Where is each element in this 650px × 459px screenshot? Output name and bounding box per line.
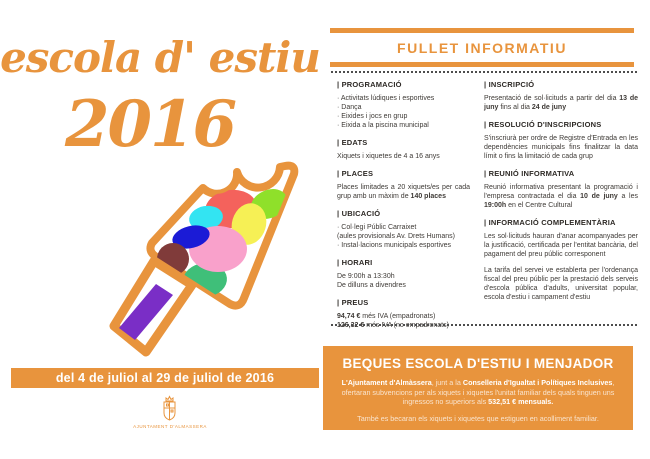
text-segment: · Eixides i jocs en grup [337, 113, 408, 120]
section-heading: | REUNIÓ INFORMATIVA [484, 169, 575, 178]
beques-paragraph-1 [332, 378, 624, 407]
beques-paragraph-2 [332, 414, 624, 424]
bold-text-segment: Conselleria d'Igualtat i Polítiques Inclusives [462, 378, 613, 387]
bold-text-segment: 94,74 € [337, 313, 361, 320]
section-heading: | INFORMACIÓ COMPLEMENTÀRIA [484, 218, 616, 227]
section-heading: | UBICACIÓ [337, 209, 381, 218]
section-heading: | INSCRIPCIÓ [484, 80, 535, 89]
text-segment: · Activitats lúdiques i esportives [337, 95, 435, 102]
text-line [337, 112, 470, 121]
text-segment: Xiquets i xiquetes de 4 a 16 anys [337, 153, 440, 160]
section-paragraph [337, 183, 470, 201]
section-lines [337, 272, 470, 290]
text-segment: · Instal·lacions municipals esportives [337, 242, 451, 249]
dotted-divider-top [331, 71, 637, 73]
text-segment: També es becaran els xiquets i xiquetes que estiguen en acolliment familiar. [357, 413, 599, 423]
bold-text-segment: 532,51 € mensuals. [488, 397, 554, 406]
text-segment: fins al dia [498, 104, 532, 111]
section-paragraph [484, 183, 638, 210]
poster-title: escola d' estiu [0, 33, 320, 82]
section-heading: | RESOLUCIÓ D'INSCRIPCIONS [484, 120, 602, 129]
text-segment: Places limitades a 20 xiquets/es per cada grup amb un màxim de [337, 184, 470, 200]
section-lines [337, 223, 470, 250]
text-segment: De 9:00h a 13:30h [337, 273, 395, 280]
bold-text-segment: 24 de juny [531, 104, 567, 111]
section-paragraph [484, 232, 638, 259]
poster-year: 2016 [64, 87, 236, 162]
text-segment: · Eixida a la piscina municipal [337, 122, 429, 129]
text-segment: a les [617, 193, 638, 200]
text-segment: més IVA (empadronats) [360, 313, 436, 320]
text-segment: en el Centre Cultural [506, 202, 573, 209]
bold-text-segment: 140 places [410, 193, 446, 200]
bold-text-segment: 10 de juny [580, 193, 618, 200]
section-paragraph [484, 266, 638, 302]
section-heading: | PROGRAMACIÓ [337, 80, 402, 89]
beques-box [323, 346, 633, 430]
leaflet-column-right [484, 80, 638, 309]
text-segment: · Col·legi Públic Carraixet [337, 224, 417, 231]
text-segment: De dilluns a divendres [337, 282, 406, 289]
bold-text-segment: 13 de juny [484, 95, 638, 111]
text-line [337, 312, 470, 321]
text-segment: S'inscriurà per ordre de Registre d'Entrada en les dependències municipals fins finalitzar la data límit o fins la limitació de cada grup [484, 135, 638, 160]
text-line [337, 121, 470, 130]
popsicle-icon [88, 158, 320, 370]
text-segment: , ofertaran subvencions per als xiquets i xiquetes l'unitat familiar dels quals tinguen uns ingressos no superiors als [341, 378, 615, 406]
crest-caption: AJUNTAMENT D'ALMASSERA [133, 424, 207, 429]
section-lines [337, 152, 470, 161]
bold-text-segment: L'Ajuntament d'Almàssera [341, 378, 432, 387]
section-heading: | PLACES [337, 169, 374, 178]
dotted-divider-bottom [331, 324, 637, 326]
text-line [337, 272, 470, 281]
text-line [337, 94, 470, 103]
text-segment: Reunió informativa presentant la programació i l'empresa contractada el dia [484, 184, 638, 200]
text-line [337, 281, 470, 290]
section-paragraph [484, 94, 638, 112]
bold-text-segment: 19:00h [484, 202, 507, 209]
text-line [337, 241, 470, 250]
text-segment: · Dança [337, 104, 362, 111]
leaflet-column-left [337, 80, 470, 330]
section-lines [337, 94, 470, 130]
header-rule-bottom [330, 62, 634, 67]
text-segment: Presentació de sol·licituds a partir del dia [484, 95, 620, 102]
header-rule-top [330, 28, 634, 33]
section-heading: | HORARI [337, 258, 373, 267]
text-line [337, 152, 470, 161]
text-segment: (aules provisionals Av. Drets Humans) [337, 233, 456, 240]
leaflet-header: FULLET INFORMATIU [397, 40, 567, 56]
section-lines [337, 312, 470, 330]
text-line [337, 103, 470, 112]
bold-text-segment: 126,32 € [337, 322, 365, 329]
section-heading: | EDATS [337, 138, 368, 147]
text-line [337, 223, 470, 232]
text-line [337, 232, 470, 241]
date-banner: del 4 de juliol al 29 de juliol de 2016 [11, 368, 319, 388]
text-segment: La tarifa del servei ve establerta per l'ordenança fiscal del preu públic per la prestació dels serveis d'escola pública d'adults, universitat popular, escola d'estiu i campament d'estiu [484, 267, 638, 301]
text-segment: Les sol·licituds hauran d'anar acompanyades per la justificació, certificada per l'entitat bancària, del pagament del preu públic corresponent [484, 233, 638, 258]
text-segment: més IVA (no empadronats) [364, 322, 449, 329]
ajuntament-crest-icon [157, 395, 182, 422]
section-paragraph [484, 134, 638, 161]
beques-title: BEQUES ESCOLA D'ESTIU I MENJADOR [342, 356, 614, 371]
text-segment: , junt a la [431, 378, 463, 387]
section-heading: | PREUS [337, 298, 369, 307]
